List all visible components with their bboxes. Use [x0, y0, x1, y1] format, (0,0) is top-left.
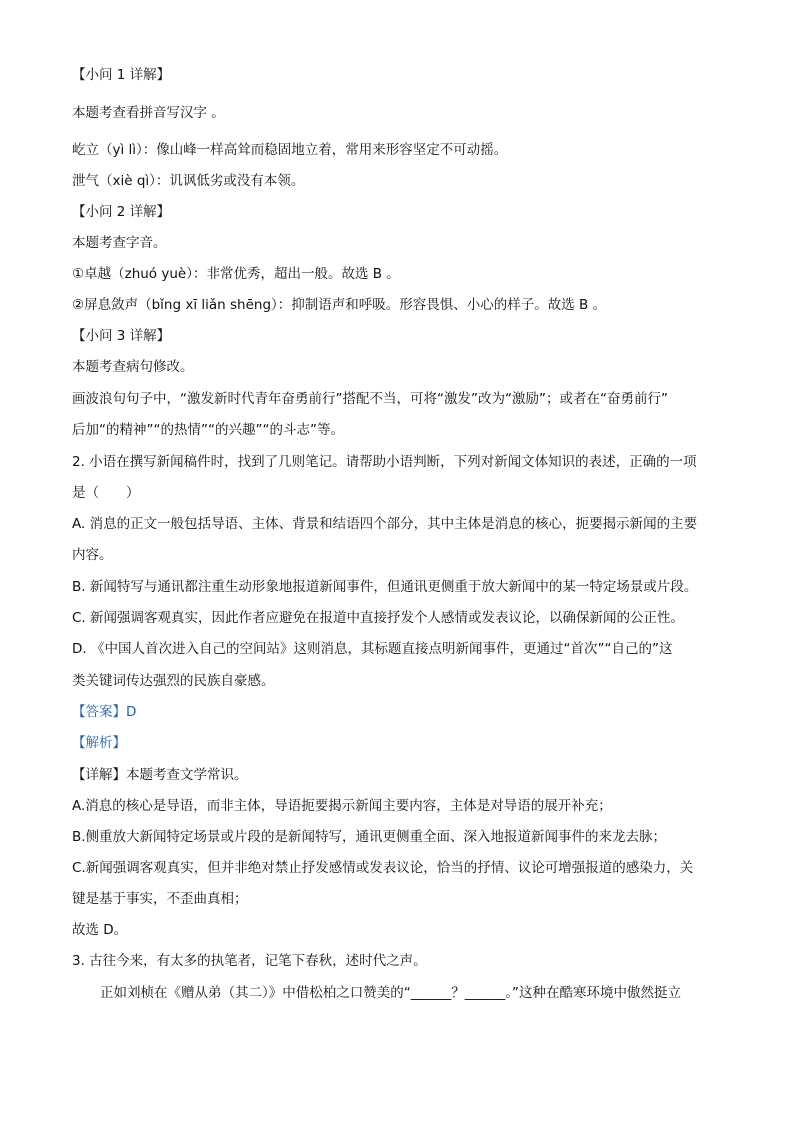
text-line: 本题考查看拼音写汉字 。 [72, 105, 225, 121]
text-line: ①卓越（zhuó yuè）：非常优秀，超出一般。故选 B 。 [72, 266, 400, 282]
text-line: 后加“的精神”“的热情”“的兴趣”“的斗志”等。 [72, 422, 344, 438]
answer-label: 【答案】D [72, 704, 137, 720]
option-c: C. 新闻强调客观真实，因此作者应避免在报道中直接抒发个人感情或发表议论，以确保新闻的公正性。 [72, 610, 685, 626]
option-a: A. 消息的正文一般包括导语、主体、背景和结语四个部分，其中主体是消息的核心，扼要揭示新闻的主要 [72, 516, 698, 532]
question-3-stem: 3. 古往今来，有太多的执笔者，记笔下春秋，述时代之声。 [72, 953, 427, 969]
text-line: 本题考查病句修改。 [72, 359, 194, 375]
text-line: 画波浪句句子中，“激发新时代青年奋勇前行”搭配不当，可将“激发”改为“激励”；或者在“奋勇前行” [72, 391, 668, 407]
text-line: 键是基于事实，不歪曲真相； [72, 891, 248, 907]
analysis-label: 【解析】 [72, 735, 126, 751]
option-d: D. 《中国人首次进入自己的空间站》这则消息，其标题直接点明新闻事件，更通过“首次”“自己的”这 [72, 641, 673, 657]
section-heading-q3: 【小问 3 详解】 [72, 328, 171, 344]
text-line: ②屏息敛声（bǐng xī liǎn shēng）：抑制语声和呼吸。形容畏惧、小心的样子。故选 B 。 [72, 297, 607, 313]
text-line: B.侧重放大新闻特定场景或片段的是新闻特写，通讯更侧重全面、深入地报道新闻事件的来龙去脉； [72, 829, 667, 845]
option-d: 类关键词传达强烈的民族自豪感。 [72, 673, 275, 689]
section-heading-q2: 【小问 2 详解】 [72, 204, 171, 220]
section-heading-q1: 【小问 1 详解】 [72, 67, 171, 83]
text-line: C.新闻强调客观真实，但并非绝对禁止抒发感情或发表议论，恰当的抒情、议论可增强报道的感染力，关 [72, 860, 694, 876]
question-2-stem: 2. 小语在撰写新闻稿件时，找到了几则笔记。请帮助小语判断，下列对新闻文体知识的表述，正确的一项 [72, 454, 697, 470]
text-line: 泄气（xiè qì）：讥讽低劣或没有本领。 [72, 173, 305, 189]
question-3-text: 正如刘桢在《赠从弟（其二）》中借松柏之口赞美的“______？______。”这种在酷寒环境中傲然挺立 [100, 985, 681, 1001]
detail-heading: 【详解】本题考查文学常识。 [72, 767, 248, 783]
text-line: A.消息的核心是导语，而非主体，导语扼要揭示新闻主要内容，主体是对导语的展开补充； [72, 798, 612, 814]
question-2-stem: 是（ ） [72, 485, 140, 501]
option-a: 内容。 [72, 547, 113, 563]
text-line: 屹立（yì lì）：像山峰一样高耸而稳固地立着，常用来形容坚定不可动摇。 [72, 142, 508, 158]
text-line: 本题考查字音。 [72, 235, 167, 251]
option-b: B. 新闻特写与通讯都注重生动形象地报道新闻事件，但通讯更侧重于放大新闻中的某一特定场景或片段。 [72, 579, 698, 595]
text-line: 故选 D。 [72, 922, 128, 938]
